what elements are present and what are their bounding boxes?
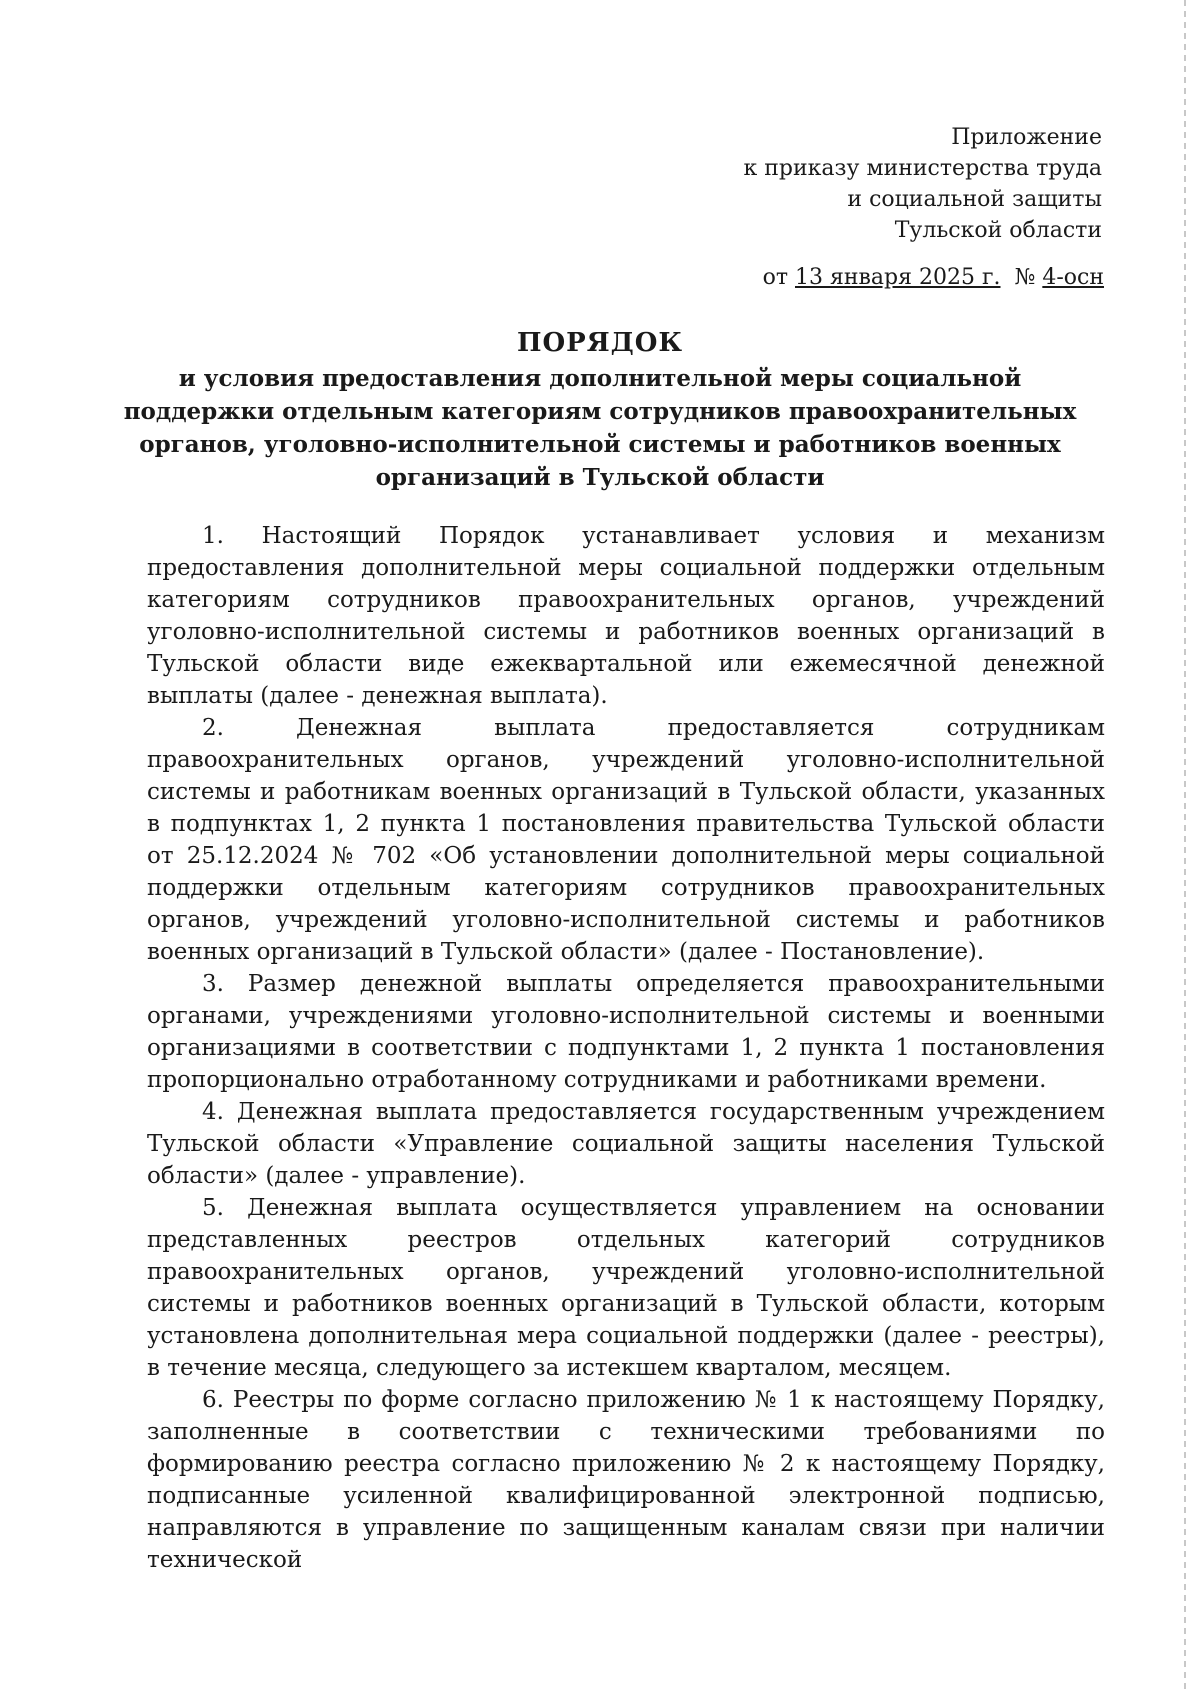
- appendix-header: [744, 122, 1103, 246]
- document-title: [120, 324, 1080, 494]
- order-reference: [763, 263, 1104, 293]
- order-number-sign: №: [1014, 265, 1036, 290]
- paragraph-5: 5. Денежная выплата осуществляется управлением на основании представленных реестров отдельных категорий сотрудников правоохранительных органов, учреждений уголовно-исполнительной системы и работников военных организаций в Тульской области, которым установлена дополнительная мера социальной поддержки (далее - реестры), в течение месяца, следующего за истекшем кварталом, месяцем.: [147, 1195, 1105, 1381]
- order-date-prefix: от: [762, 265, 788, 290]
- order-number: 4-осн: [1042, 265, 1104, 290]
- paragraph-4: 4. Денежная выплата предоставляется государственным учреждением Тульской области «Управление социальной защиты населения Тульской области» (далее - управление).: [147, 1099, 1105, 1189]
- appendix-label: Приложение: [951, 125, 1102, 150]
- document-body: [147, 520, 1105, 1576]
- paragraph-6: 6. Реестры по форме согласно приложению № 1 к настоящему Порядку, заполненные в соответствии с техническими требованиями по формированию реестра согласно приложению № 2 к настоящему Порядку, подписанные усиленной квалифицированной электронной подписью, направляются в управление по защищенным каналам связи при наличии технической: [147, 1387, 1105, 1573]
- paragraph-1: 1. Настоящий Порядок устанавливает условия и механизм предоставления дополнительной меры социальной поддержки отдельным категориям сотрудников правоохранительных органов, учреждений уголовно-исполнительной системы и работников военных организаций в Тульской области виде ежеквартальной или ежемесячной денежной выплаты (далее - денежная выплата).: [147, 523, 1105, 709]
- order-date: 13 января 2025 г.: [795, 265, 1001, 290]
- appendix-region-line: Тульской области: [894, 218, 1102, 243]
- appendix-ministry-line: и социальной защиты: [847, 187, 1102, 212]
- title-main: ПОРЯДОК: [516, 328, 684, 358]
- title-subtitle: и условия предоставления дополнительной меры социальной поддержки отдельным категориям сотрудников правоохранительных органов, уголовно-исполнительной системы и работников военных организаций в Тульской области: [123, 365, 1077, 491]
- paragraph-3: 3. Размер денежной выплаты определяется правоохранительными органами, учреждениями уголовно-исполнительной системы и военными организациями в соответствии с подпунктами 1, 2 пункта 1 постановления пропорционально отработанному сотрудниками и работниками времени.: [147, 971, 1105, 1093]
- scan-edge-line: [1184, 0, 1186, 1693]
- paragraph-2: 2. Денежная выплата предоставляется сотрудникам правоохранительных органов, учреждений уголовно-исполнительной системы и работникам военных организаций в Тульской области, указанных в подпунктах 1, 2 пункта 1 постановления правительства Тульской области от 25.12.2024 № 702 «Об установлении дополнительной меры социальной поддержки отдельным категориям сотрудников правоохранительных органов, учреждений уголовно-исполнительной системы и работников военных организаций в Тульской области» (далее - Постановление).: [147, 715, 1105, 965]
- appendix-order-line: к приказу министерства труда: [743, 156, 1102, 181]
